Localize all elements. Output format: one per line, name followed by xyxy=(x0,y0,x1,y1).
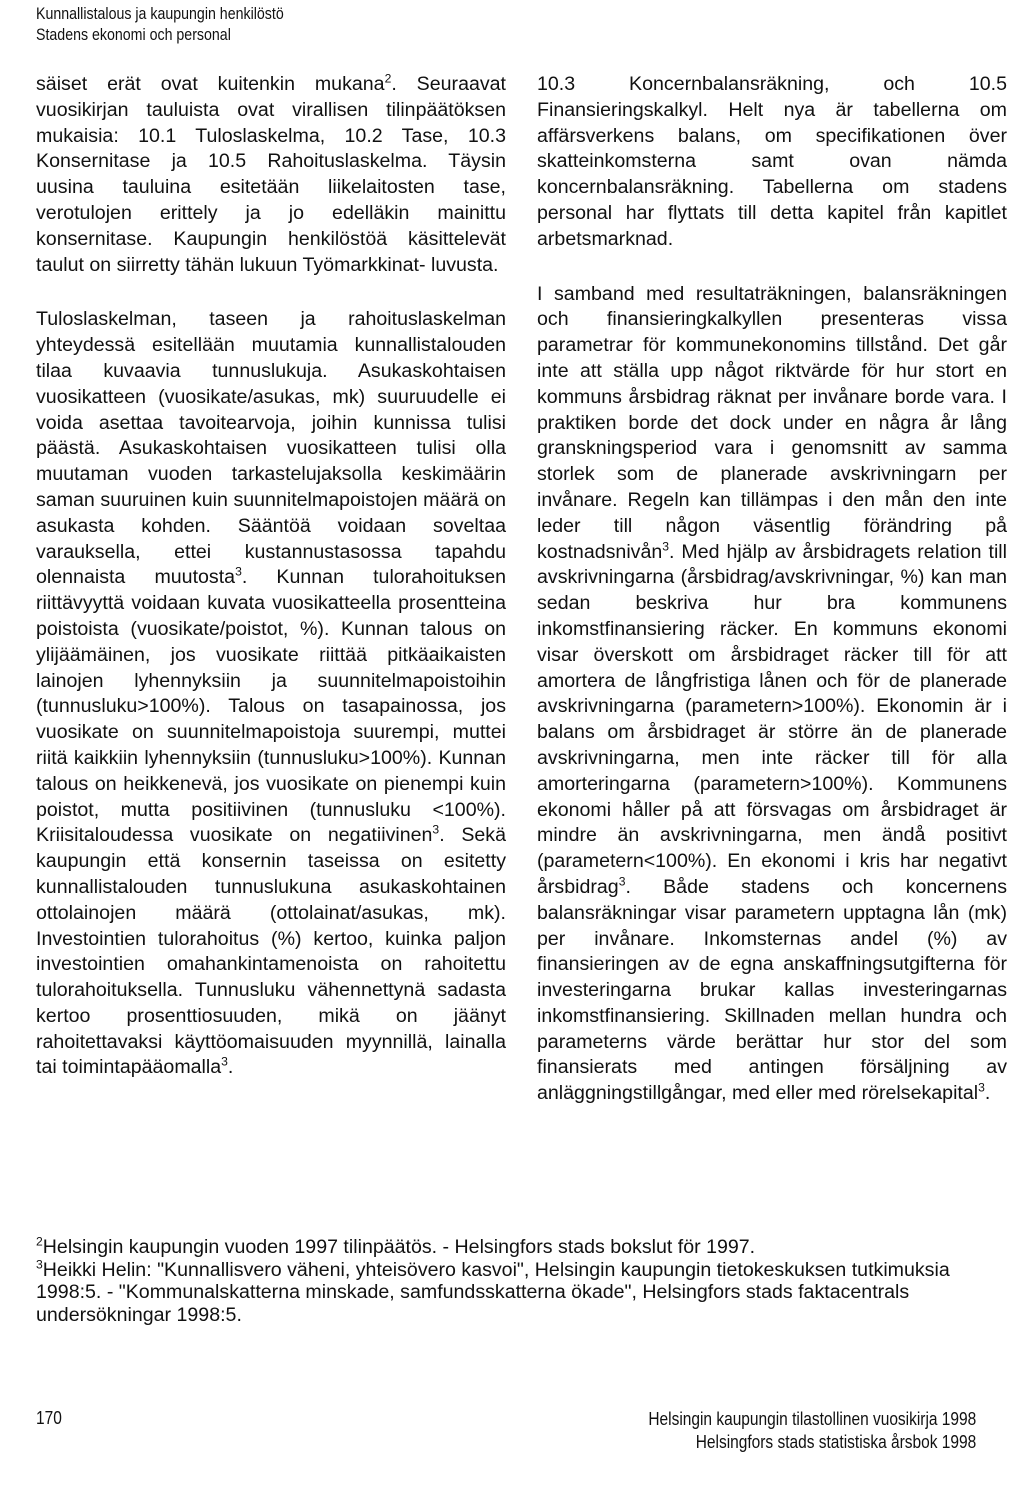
footnote-ref: 3 xyxy=(235,564,242,579)
footer-line-fi: Helsingin kaupungin tilastollinen vuosikirja 1998 xyxy=(648,1409,976,1429)
footnote-3: $^3$Heikki Helin: "Kunnallisvero väheni, yhteisövero kasvoi", Helsingin kaupungin tietokeskuksen tutkimuksia 1998:5. - "Kommunalskatterna minskade, samfundsskatterna ökade", Helsingfors stads faktacentrals undersökningar 1998:5. xyxy=(36,1256,950,1326)
footer-line-sv: Helsingfors stads statistiska årsbok 1998 xyxy=(695,1432,976,1452)
footnote-ref: 3 xyxy=(221,1054,228,1069)
running-header xyxy=(36,4,284,46)
footnote-ref: 3 xyxy=(662,539,670,554)
right-column xyxy=(537,72,1007,1107)
footnote-ref: 2 xyxy=(36,1234,43,1249)
footnotes xyxy=(36,1236,996,1326)
footnote-ref: 3 xyxy=(618,874,626,889)
paragraph: Tuloslaskelman, taseen ja rahoituslaskelman yhteydessä esitellään muutamia kunnallistalouden tilaa kuvaavia tunnuslukuja. Asukaskohtaisen vuosikatteen (vuosikate/asukas, mk) suuruudelle ei voida asettaa tavoitearvoja, joihin kunnissa tulisi päästä. Asukaskohtaisen vuosikatteen tulisi olla muutaman vuoden tarkastelujaksolla keskimäärin saman suuruinen kuin suunnitelmapoistojen määrä on asukasta kohden. Sääntöä voidaan soveltaa varauksella, ettei kustannustasossa tapahdu olennaista muutosta$^3$. Kunnan tulorahoituksen riittävyyttä voidaan kuvata vuosikatteella prosentteina poistoista (vuosikate/poistot, %). Kunnan talous on ylijäämäinen, jos vuosikate riittää pitkäaikaisten lainojen lyhennyksiin ja suunnitelmapoistoihin (tunnusluku>100%). Talous on tasapainossa, jos vuosikate on suunnitelmapoistoja suurempi, muttei riitä kaikkiin lyhennyksiin (tunnusluku>100%). Kunnan talous on heikkenevä, jos vuosikate on pienempi kuin poistot, mutta positiivinen (tunnusluku <100%). Kriisitaloudessa vuosikate on negatiivinen$^3$. Sekä kaupungin että konsernin taseissa on esitetty kunnallistalouden tunnuslukuna asukaskohtainen ottolainojen määrä (ottolainat/asukas, mk). Investointien tulorahoitus (%) kertoo, kuinka paljon investointien omahankintamenoista on rahoitettu tulorahoituksella. Tunnusluku vähennettynä sadasta kertoo prosenttiosuuden, mikä on jäänyt rahoitettavaksi käyttöomaisuuden myynnillä, lainalla tai toimintapääomalla$^3$. xyxy=(36,308,506,1079)
footnote-ref: 3 xyxy=(36,1256,43,1271)
left-column xyxy=(36,72,506,1081)
header-line-fi: Kunnallistalous ja kaupungin henkilöstö xyxy=(36,5,284,23)
footnote-2: $^2$Helsingin kaupungin vuoden 1997 tilinpäätös. - Helsingfors stads bokslut för 1997. xyxy=(36,1234,756,1258)
footnote-ref: 3 xyxy=(978,1080,985,1095)
paragraph: I samband med resultaträkningen, balansräkningen och finansieringkalkyllen presenteras vissa parametrar för kommunekonomins tillstånd. Det går inte att ställa upp något riktvärde för hur stort en kommuns årsbidrag räknat per invånare borde vara. I praktiken borde det dock under en några år lång granskningsperiod vara i genomsnitt av samma storlek som de planerade avskrivningarn per invånare. Regeln kan tillämpas i den mån den inte leder till någon väsentlig förändring på kostnadsnivån$^3$. Med hjälp av årsbidragets relation till avskrivningarna (årsbidrag/avskrivningar, %) kan man sedan beskriva hur bra kommunens inkomstfinansiering räcker. En kommuns ekonomi visar överskott om årsbidraget räcker till för att amortera de långfristiga lånen och för de planerade avskrivningarna (parametern>100%). Ekonomin är i balans om årsbidraget är större än de planerade avskrivningarna, men inte räcker till för alla amorteringarna (parametern>100%). Kommunens ekonomi håller på att försvagas om årsbidraget är mindre än avskrivningarna, men ändå positivt (parametern<100%). En ekonomi i kris har negativt årsbidrag$^3$. Både stadens och koncernens balansräkningar visar parametern upptagna lån (mk) per invånare. Inkomsternas andel (%) av finansieringen av de egna anskaffningsutgifterna för investeringarna brukar kallas investeringarnas inkomstfinansiering. Skillnaden mellan hundra och parameterns värde berättar hur stor del som finansierats med antingen försäljning av anläggningstillgångar, med eller med rörelsekapital$^3$. xyxy=(537,282,1007,1105)
footnote-ref: 3 xyxy=(432,822,440,837)
paragraph: säiset erät ovat kuitenkin mukana$^2$. Seuraavat vuosikirjan tauluista ovat virallisen tilinpäätöksen mukaisia: 10.1 Tuloslaskelma, 10.2 Tase, 10.3 Konsernitase ja 10.5 Rahoituslaskelma. Täysin uusina tauluina esitetään liikelaitosten tase, verotulojen erittely ja jo edelläkin mainittu konsernitase. Kaupungin henkilöstöä käsittelevät taulut on siirretty tähän lukuun Työmarkkinat- luvusta. xyxy=(36,71,506,276)
running-footer xyxy=(648,1408,976,1454)
paragraph: 10.3 Koncernbalansräkning, och 10.5 Finansieringskalkyl. Helt nya är tabellerna om affärsverkens balans, om specifikationen över skatteinkomsterna samt ovan nämda koncernbalansräkning. Tabellerna om stadens personal har flyttats till detta kapitel från kapitlet arbetsmarknad. xyxy=(537,73,1007,250)
header-line-sv: Stadens ekonomi och personal xyxy=(36,26,231,44)
footnote-ref: 2 xyxy=(384,71,392,86)
page-number: 170 xyxy=(36,1408,62,1428)
